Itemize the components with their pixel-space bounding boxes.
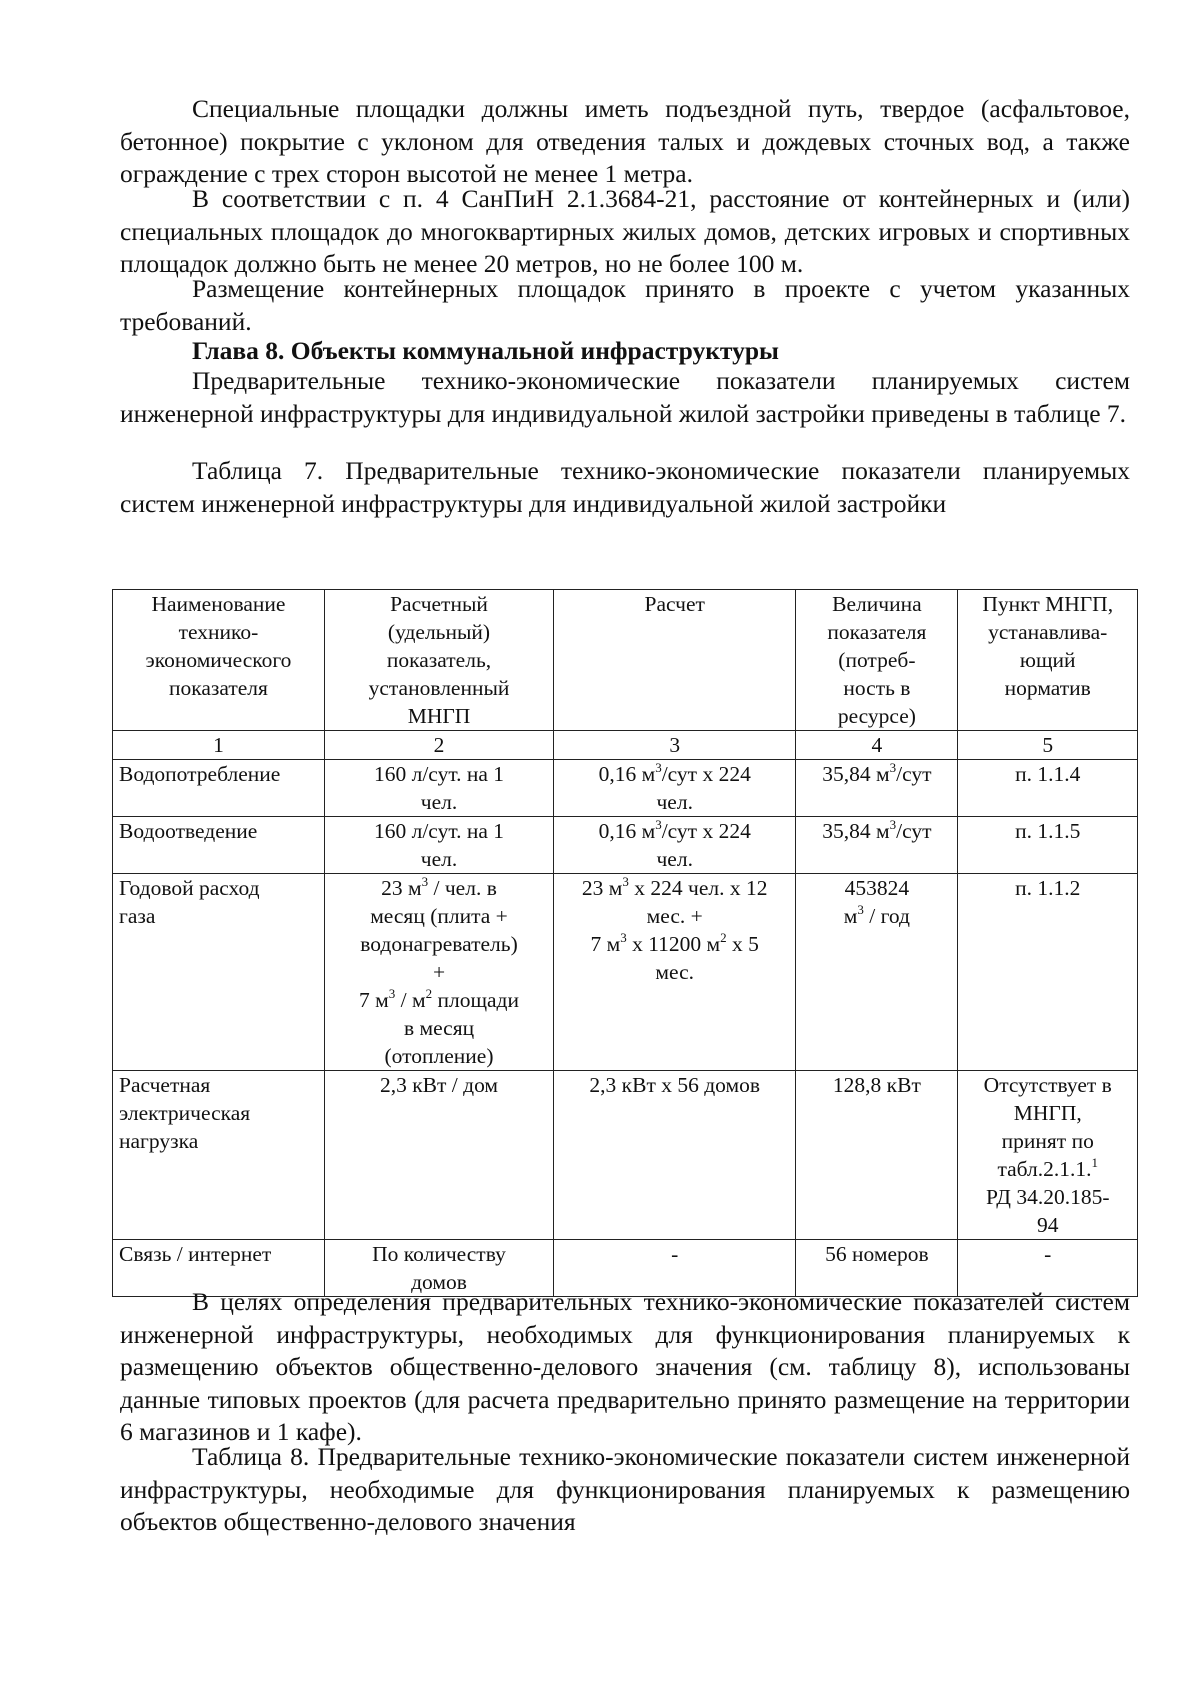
column-number: 4	[796, 731, 958, 760]
indicator-name: Годовой расход газа	[113, 874, 325, 1071]
specific-indicator: 23 $м^3$ / чел. в месяц (плита + водонагреватель) + 7 $м^3 / м^2$ площади в месяц (отопление)	[324, 874, 553, 1071]
specific-indicator: По количеству домов	[324, 1240, 553, 1297]
calculation: 2,3 кВт х 56 домов	[554, 1071, 796, 1240]
column-number: 5	[958, 731, 1138, 760]
indicator-name: Связь / интернет	[113, 1240, 325, 1297]
header-cell: Величина показателя (потреб- ность в ресурсе)	[796, 590, 958, 731]
paragraph-table7-intro: Предварительные технико-экономические показатели планируемых систем инженерной инфраструктуры для индивидуальной жилой застройки приведены в таблице 7.	[120, 366, 1130, 428]
paragraph-public-objects: В целях определения предварительных технико-экономические показателей систем инженерной инфраструктуры, необходимых для функционирования планируемых к размещению объектов общественно-делового значения (см. таблицу 8), использованы данные типовых проектов (для расчета предварительно принято размещение на территории 6 магазинов и 1 кафе).	[120, 1287, 1130, 1446]
header-cell: Расчет	[554, 590, 796, 731]
table8-caption: Таблица 8. Предварительные технико-экономические показатели систем инженерной инфраструктуры, необходимые для функционирования планируемых к размещению объектов общественно-делового значения	[120, 1442, 1130, 1536]
mngp-clause: -	[958, 1240, 1138, 1297]
mngp-clause: Отсутствует в МНГП, принят по табл.2.1.1.$^1$ РД 34.20.185- 94	[958, 1071, 1138, 1240]
calculation: -	[554, 1240, 796, 1297]
column-number: 2	[324, 731, 553, 760]
table-number-row	[113, 731, 1138, 760]
chapter-heading: Глава 8. Объекты коммунальной инфраструктуры	[192, 336, 779, 365]
paragraph-special-sites: Специальные площадки должны иметь подъездной путь, твердое (асфальтовое, бетонное) покрытие с уклоном для отведения талых и дождевых сточных вод, а также ограждение с трех сторон высотой не менее 1 метра.	[120, 94, 1130, 188]
table7-caption: Таблица 7. Предварительные технико-экономические показатели планируемых систем инженерной инфраструктуры для индивидуальной жилой застройки	[120, 456, 1130, 518]
indicator-name: Водопотребление	[113, 760, 325, 817]
mngp-clause: п. 1.1.2	[958, 874, 1138, 1071]
indicator-value: 35,84 $м^3$/сут	[796, 760, 958, 817]
table-row-gas	[113, 874, 1138, 1071]
indicator-name: Водоотведение	[113, 817, 325, 874]
column-number: 3	[554, 731, 796, 760]
indicator-value: 35,84 $м^3$/сут	[796, 817, 958, 874]
calculation: 0,16 $м^3$/сут х 224 чел.	[554, 817, 796, 874]
calculation: 0,16 $м^3$/сут х 224 чел.	[554, 760, 796, 817]
header-cell: Расчетный (удельный) показатель, установленный МНГП	[324, 590, 553, 731]
table-header-row	[113, 590, 1138, 731]
table-row-water-disposal	[113, 817, 1138, 874]
mngp-clause: п. 1.1.4	[958, 760, 1138, 817]
table-row-electric-load	[113, 1071, 1138, 1240]
table-row-water-consumption	[113, 760, 1138, 817]
indicator-value: 453824 $м^3$ / год	[796, 874, 958, 1071]
indicator-value: 128,8 кВт	[796, 1071, 958, 1240]
header-cell: Наименование технико- экономического показателя	[113, 590, 325, 731]
column-number: 1	[113, 731, 325, 760]
paragraph-sanpin-distance: В соответствии с п. 4 СанПиН 2.1.3684-21, расстояние от контейнерных и (или) специальных площадок до многоквартирных жилых домов, детских игровых и спортивных площадок должно быть не менее 20 метров, но не более 100 м.	[120, 184, 1130, 278]
indicator-value: 56 номеров	[796, 1240, 958, 1297]
paragraph-container-placement: Размещение контейнерных площадок принято в проекте с учетом указанных требований.	[120, 274, 1130, 336]
specific-indicator: 160 л/сут. на 1 чел.	[324, 817, 553, 874]
table-7	[112, 589, 1138, 1297]
specific-indicator: 2,3 кВт / дом	[324, 1071, 553, 1240]
specific-indicator: 160 л/сут. на 1 чел.	[324, 760, 553, 817]
mngp-clause: п. 1.1.5	[958, 817, 1138, 874]
calculation: 23 $м^3$ х 224 чел. х 12 мес. + 7 $м^3$ х 11200 $м^2$ х 5 мес.	[554, 874, 796, 1071]
header-cell: Пункт МНГП, устанавлива- ющий норматив	[958, 590, 1138, 731]
indicator-name: Расчетная электрическая нагрузка	[113, 1071, 325, 1240]
